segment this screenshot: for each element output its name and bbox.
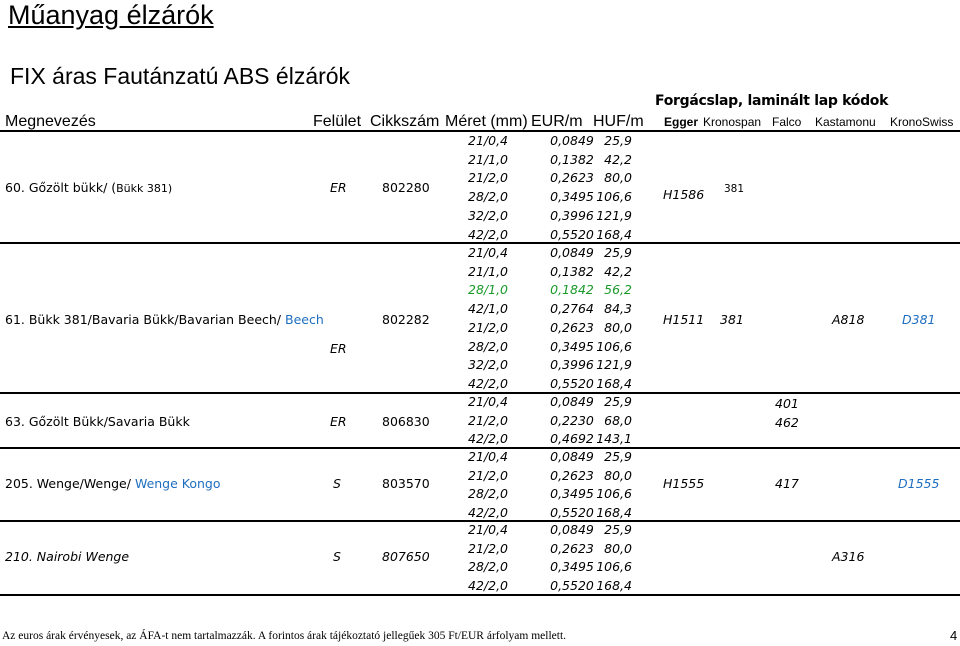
size-value: 42/2,0 [468,227,508,242]
huf-price: 80,0 [604,320,632,335]
size-value: 21/1,0 [468,152,508,167]
column-group-label: Forgácslap, laminált lap kódok [655,93,889,109]
huf-price: 25,9 [604,133,632,148]
product-code: 803570 [382,476,430,491]
size-value: 42/2,0 [468,578,508,593]
kronoswiss-code: D381 [902,312,936,327]
size-value: 28/2,0 [468,559,508,574]
group-separator [0,242,960,244]
huf-price: 84,3 [604,301,632,316]
product-code: 806830 [382,414,430,429]
size-value: 28/2,0 [468,189,508,204]
huf-price: 25,9 [604,245,632,260]
group-separator [0,594,960,596]
eur-price: 0,2623 [550,320,594,335]
huf-price: 106,6 [596,486,632,501]
huf-price: 80,0 [604,541,632,556]
falco-code: 401 [775,396,799,411]
huf-price: 80,0 [604,170,632,185]
header-huf: HUF/m [593,113,644,130]
eur-price: 0,1382 [550,152,594,167]
eur-price: 0,2623 [550,170,594,185]
eur-price: 0,0849 [550,245,594,260]
eur-price: 0,5520 [550,227,594,242]
header-rule [0,130,960,132]
product-surface: ER [330,341,347,356]
size-value: 32/2,0 [468,357,508,372]
huf-price: 80,0 [604,468,632,483]
header-size: Méret (mm) [445,113,528,130]
product-code: 802282 [382,312,430,327]
falco-code: 417 [775,476,799,491]
product-surface: ER [330,414,347,429]
huf-price: 168,4 [596,227,632,242]
huf-price: 168,4 [596,376,632,391]
size-value: 21/0,4 [468,522,508,537]
size-value: 32/2,0 [468,208,508,223]
size-value: 21/2,0 [468,541,508,556]
product-surface: S [333,476,341,491]
product-code: 802280 [382,180,430,195]
huf-price: 106,6 [596,189,632,204]
product-name: 63. Gőzölt Bükk/Savaria Bükk [5,414,190,429]
eur-price: 0,0849 [550,133,594,148]
eur-price: 0,2623 [550,468,594,483]
eur-price: 0,5520 [550,578,594,593]
eur-price: 0,5520 [550,505,594,520]
size-value: 21/2,0 [468,320,508,335]
eur-price: 0,3495 [550,339,594,354]
size-value: 42/1,0 [468,301,508,316]
size-value: 21/2,0 [468,413,508,428]
header-code: Cikkszám [370,113,440,130]
header-kronoswiss: KronoSwiss [890,115,954,129]
product-code: 807650 [382,549,430,564]
eur-price: 0,2230 [550,413,594,428]
eur-price: 0,3495 [550,486,594,501]
eur-price: 0,3996 [550,357,594,372]
eur-price: 0,0849 [550,449,594,464]
size-value: 42/2,0 [468,505,508,520]
eur-price: 0,3495 [550,559,594,574]
header-eur: EUR/m [531,113,583,130]
header-egger: Egger [664,115,699,129]
size-value: 21/0,4 [468,133,508,148]
header-kronospan: Kronospan [703,115,762,129]
product-name: 61. Bükk 381/Bavaria Bükk/Bavarian Beech/ Beech [5,312,324,327]
header-falco: Falco [772,115,802,129]
kronoswiss-code: D1555 [898,476,940,491]
header-surface: Felület [313,113,362,130]
size-value: 42/2,0 [468,431,508,446]
size-value: 21/2,0 [468,468,508,483]
size-value: 42/2,0 [468,376,508,391]
product-surface: ER [330,180,347,195]
page-title: Műanyag élzárók [8,0,214,30]
huf-price: 168,4 [596,578,632,593]
size-value: 28/2,0 [468,486,508,501]
size-value: 28/2,0 [468,339,508,354]
section-title: FIX áras Fautánzatú ABS élzárók [10,63,351,89]
egger-code: H1586 [663,187,705,202]
huf-price: 121,9 [596,208,632,223]
product-name: 60. Gőzölt bükk/ (Bükk 381) [5,180,173,195]
eur-price: 0,3996 [550,208,594,223]
egger-code: H1555 [663,476,705,491]
egger-code: H1511 [663,312,705,327]
huf-price: 143,1 [596,431,632,446]
huf-price: 106,6 [596,559,632,574]
eur-price: 0,3495 [550,189,594,204]
eur-price: 0,2623 [550,541,594,556]
falco-code: 462 [775,415,799,430]
huf-price: 25,9 [604,522,632,537]
eur-price: 0,0849 [550,522,594,537]
header-name: Megnevezés [5,113,96,130]
eur-price: 0,1842 [550,282,594,297]
size-value: 21/0,4 [468,245,508,260]
page-number: 4 [950,628,958,643]
kronospan-code: 381 [724,183,745,195]
product-surface: S [333,549,341,564]
size-value: 28/1,0 [468,282,508,297]
huf-price: 106,6 [596,339,632,354]
kastamonu-code: A316 [832,549,865,564]
footer-note: Az euros árak érvényesek, az ÁFA-t nem tartalmazzák. A forintos árak tájékoztató jellegűek 305 Ft/EUR árfolyam mellett. [2,630,567,642]
huf-price: 68,0 [604,413,632,428]
size-value: 21/2,0 [468,170,508,185]
eur-price: 0,1382 [550,264,594,279]
huf-price: 168,4 [596,505,632,520]
huf-price: 42,2 [604,264,632,279]
kronospan-code: 381 [720,312,744,327]
eur-price: 0,5520 [550,376,594,391]
eur-price: 0,4692 [550,431,594,446]
kastamonu-code: A818 [832,312,865,327]
size-value: 21/0,4 [468,394,508,409]
huf-price: 42,2 [604,152,632,167]
eur-price: 0,0849 [550,394,594,409]
size-value: 21/1,0 [468,264,508,279]
huf-price: 121,9 [596,357,632,372]
header-kastamonu: Kastamonu [815,115,876,129]
huf-price: 56,2 [604,282,632,297]
huf-price: 25,9 [604,449,632,464]
product-name: 205. Wenge/Wenge/ Wenge Kongo [5,476,221,491]
huf-price: 25,9 [604,394,632,409]
size-value: 21/0,4 [468,449,508,464]
product-name: 210. Nairobi Wenge [5,549,130,564]
eur-price: 0,2764 [550,301,594,316]
